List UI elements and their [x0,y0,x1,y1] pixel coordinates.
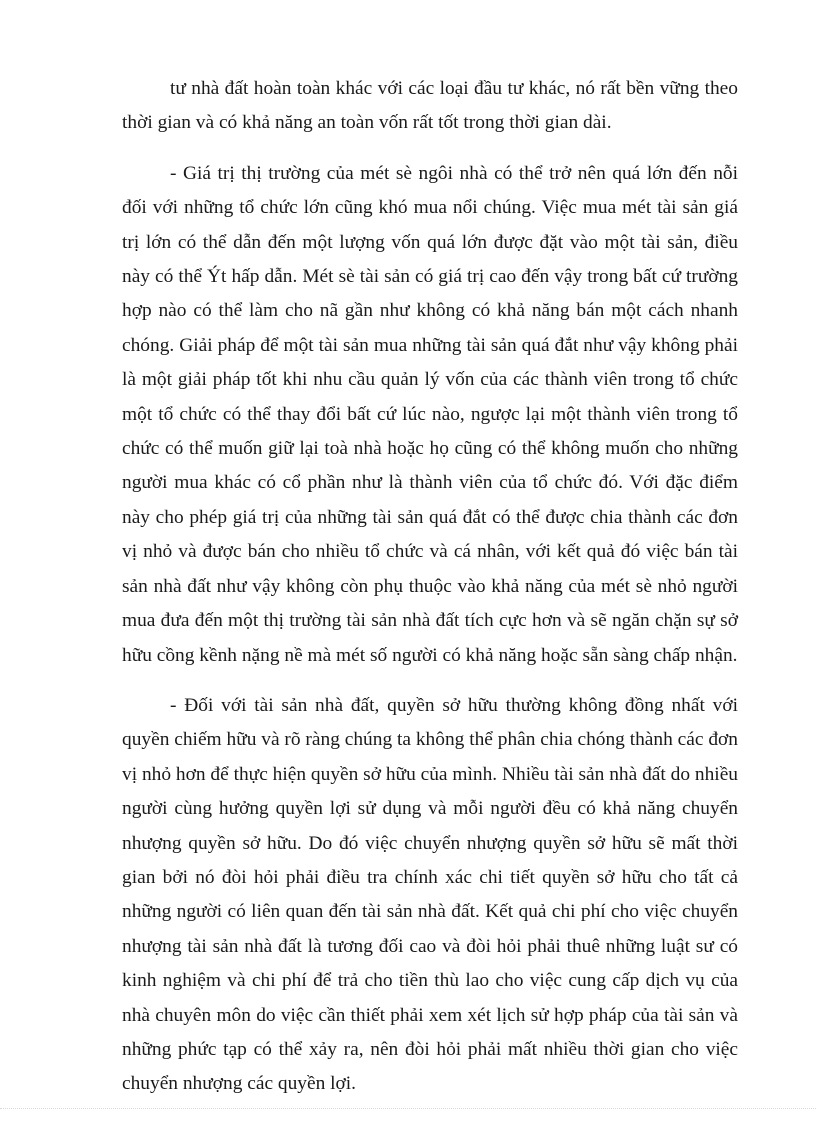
paragraph-continuation: tư nhà đất hoàn toàn khác với các loại đầu tư khác, nó rất bền vững theo thời gian và có khả năng an toàn vốn rất tốt trong thời gian dài. [122,78,738,134]
paragraph-ownership: - Đối với tài sản nhà đất, quyền sở hữu thường không đồng nhất với quyền chiếm hữu và rõ ràng chúng ta không thể phân chia chóng thành các đơn vị nhỏ hơn để thực hiện quyền sở hữu của mình. Nhiều tài sản nhà đất do nhiều người cùng hưởng quyền lợi sử dụng và mỗi người đều có khả năng chuyển nhượng quyền sở hữu. Do đó việc chuyển nhượng quyền sở hữu sẽ mất thời gian bởi nó đòi hỏi phải điều tra chính xác chi tiết quyền sở hữu cho tất cả những người có liên quan đến tài sản nhà đất. Kết quả chi phí cho việc chuyển nhượng tài sản nhà đất là tương đối cao và đòi hỏi phải thuê những luật sư có kinh nghiệm và chi phí để trả cho tiền thù lao cho việc cung cấp dịch vụ của nhà chuyên môn do việc cần thiết phải xem xét lịch sử hợp pháp của tài sản và những phức tạp có thể xảy ra, nên đòi hỏi phải mất nhiều thời gian cho việc chuyển nhượng các quyền lợi. [122,694,738,1095]
paragraph-market-value: - Giá trị thị trường của mét sè ngôi nhà có thể trở nên quá lớn đến nỗi đối với những tổ chức lớn cũng khó mua nổi chúng. Việc mua mét tài sản giá trị lớn có thể dẫn đến một lượng vốn quá lớn được đặt vào một tài sản, điều này có thể Ýt hấp dẫn. Mét sè tài sản có giá trị cao đến vậy trong bất cứ trường hợp nào có thể làm cho nã gần như không có khả năng bán một cách nhanh chóng. Giải pháp để một tài sản mua những tài sản quá đắt như vậy không phải là một giải pháp tốt khi nhu cầu quản lý vốn của các thành viên trong tổ chức một tổ chức có thể thay đổi bất cứ lúc nào, ngược lại một thành viên trong tổ chức có thể muốn giữ lại toà nhà hoặc họ cũng có thể không muốn cho những người mua khác có cổ phần như là thành viên của tổ chức đó. Với đặc điểm này cho phép giá trị của những tài sản quá đắt có thể được chia thành các đơn vị nhỏ và được bán cho nhiều tổ chức và cá nhân, với kết quả đó việc bán tài sản nhà đất như vậy không còn phụ thuộc vào khả năng của mét sè nhỏ người mua đưa đến một thị trường tài sản nhà đất tích cực hơn và sẽ ngăn chặn sự sở hữu cồng kềnh nặng nề mà mét số người có khả năng hoặc sẵn sàng chấp nhận. [122,162,738,666]
page-bottom-divider [0,1108,816,1109]
document-body [122,72,738,1118]
